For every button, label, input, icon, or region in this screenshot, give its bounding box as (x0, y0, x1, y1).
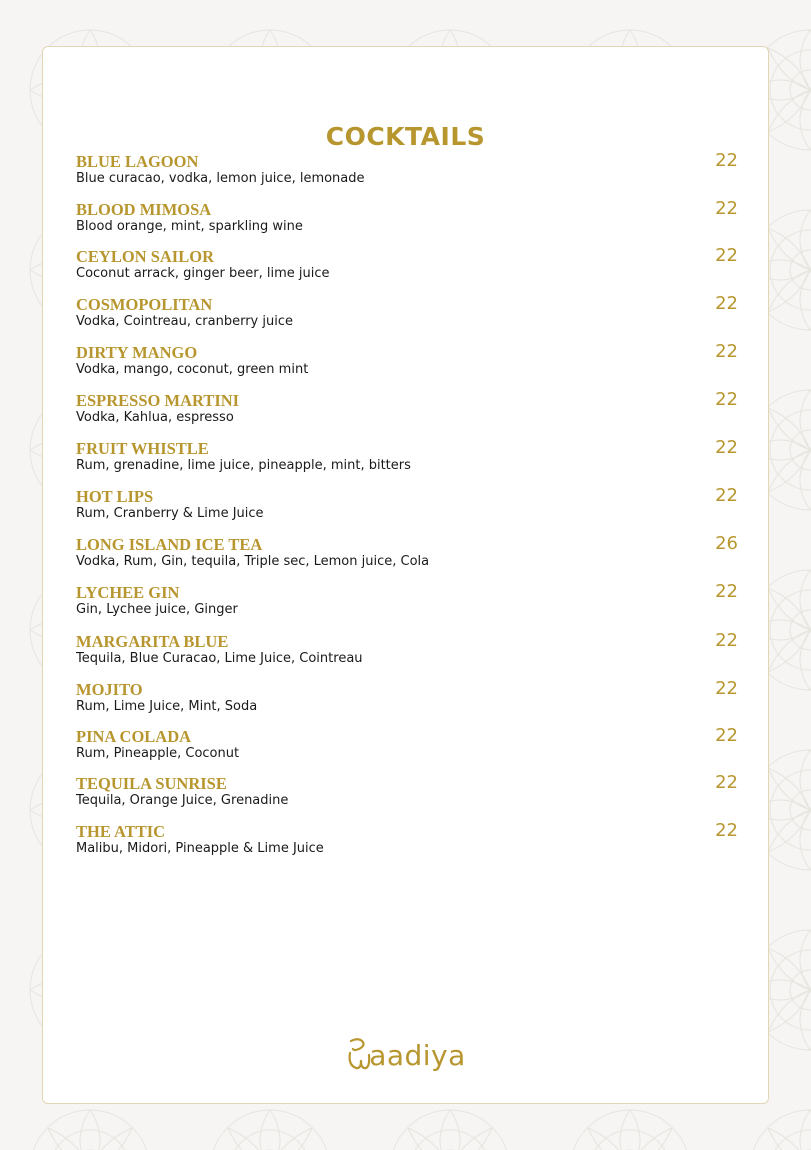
cocktail-name: ESPRESSO MARTINI (76, 391, 240, 410)
cocktail-price: 22 (715, 150, 738, 171)
cocktail-price: 22 (715, 630, 738, 651)
cocktail-price: 22 (715, 725, 738, 746)
list-item (76, 247, 738, 291)
cocktail-description: Coconut arrack, ginger beer, lime juice (76, 266, 330, 281)
cocktail-price: 22 (715, 820, 738, 841)
list-item (76, 680, 738, 724)
cocktail-name: PINA COLADA (76, 727, 192, 746)
cocktail-description: Rum, Pineapple, Coconut (76, 746, 240, 761)
list-item (76, 822, 738, 866)
list-item (76, 439, 738, 483)
cocktail-description: Rum, grenadine, lime juice, pineapple, mint, bitters (76, 458, 411, 473)
cocktail-description: Rum, Cranberry & Lime Juice (76, 506, 264, 521)
cocktail-name: LONG ISLAND ICE TEA (76, 535, 263, 554)
cocktail-description: Gin, Lychee juice, Ginger (76, 602, 238, 617)
cocktail-description: Rum, Lime Juice, Mint, Soda (76, 699, 258, 714)
cocktail-name: MARGARITA BLUE (76, 632, 229, 651)
list-item (76, 727, 738, 771)
list-item (76, 774, 738, 818)
list-item (76, 487, 738, 531)
cocktail-name: BLUE LAGOON (76, 152, 199, 171)
cocktail-description: Vodka, Rum, Gin, tequila, Triple sec, Lemon juice, Cola (76, 554, 430, 569)
cocktail-price: 22 (715, 198, 738, 219)
cocktail-name: DIRTY MANGO (76, 343, 198, 362)
cocktail-price: 22 (715, 293, 738, 314)
cocktail-price: 22 (715, 581, 738, 602)
cocktail-price: 22 (715, 437, 738, 458)
cocktail-name: COSMOPOLITAN (76, 295, 213, 314)
brand-name: aadiya (369, 1038, 466, 1072)
list-item (76, 295, 738, 339)
brand-logo (43, 1037, 768, 1073)
list-item (76, 535, 738, 579)
cocktail-name: BLOOD MIMOSA (76, 200, 212, 219)
cocktail-price: 22 (715, 245, 738, 266)
cocktail-description: Blood orange, mint, sparkling wine (76, 219, 303, 234)
list-item (76, 200, 738, 244)
cocktail-price: 22 (715, 389, 738, 410)
cocktail-name: FRUIT WHISTLE (76, 439, 209, 458)
cocktail-price: 22 (715, 678, 738, 699)
cocktail-name: THE ATTIC (76, 822, 166, 841)
cocktail-name: CEYLON SAILOR (76, 247, 214, 266)
cocktail-name: MOJITO (76, 680, 143, 699)
brand-mark-icon (345, 1037, 371, 1073)
cocktail-description: Vodka, mango, coconut, green mint (76, 362, 309, 377)
cocktail-price: 26 (715, 533, 738, 554)
list-item (76, 391, 738, 435)
list-item (76, 632, 738, 676)
cocktail-description: Tequila, Orange Juice, Grenadine (76, 793, 289, 808)
cocktail-description: Vodka, Cointreau, cranberry juice (76, 314, 293, 329)
list-item (76, 583, 738, 627)
cocktail-price: 22 (715, 341, 738, 362)
list-item (76, 343, 738, 387)
page-title: COCKTAILS (325, 122, 486, 151)
cocktail-price: 22 (715, 772, 738, 793)
cocktail-description: Vodka, Kahlua, espresso (76, 410, 234, 425)
cocktail-name: HOT LIPS (76, 487, 154, 506)
cocktail-name: LYCHEE GIN (76, 583, 180, 602)
cocktail-name: TEQUILA SUNRISE (76, 774, 227, 793)
cocktail-description: Blue curacao, vodka, lemon juice, lemonade (76, 171, 365, 186)
cocktail-price: 22 (715, 485, 738, 506)
cocktail-description: Tequila, Blue Curacao, Lime Juice, Cointreau (76, 651, 363, 666)
list-item (76, 152, 738, 196)
menu-card (42, 46, 769, 1104)
cocktail-description: Malibu, Midori, Pineapple & Lime Juice (76, 841, 324, 856)
